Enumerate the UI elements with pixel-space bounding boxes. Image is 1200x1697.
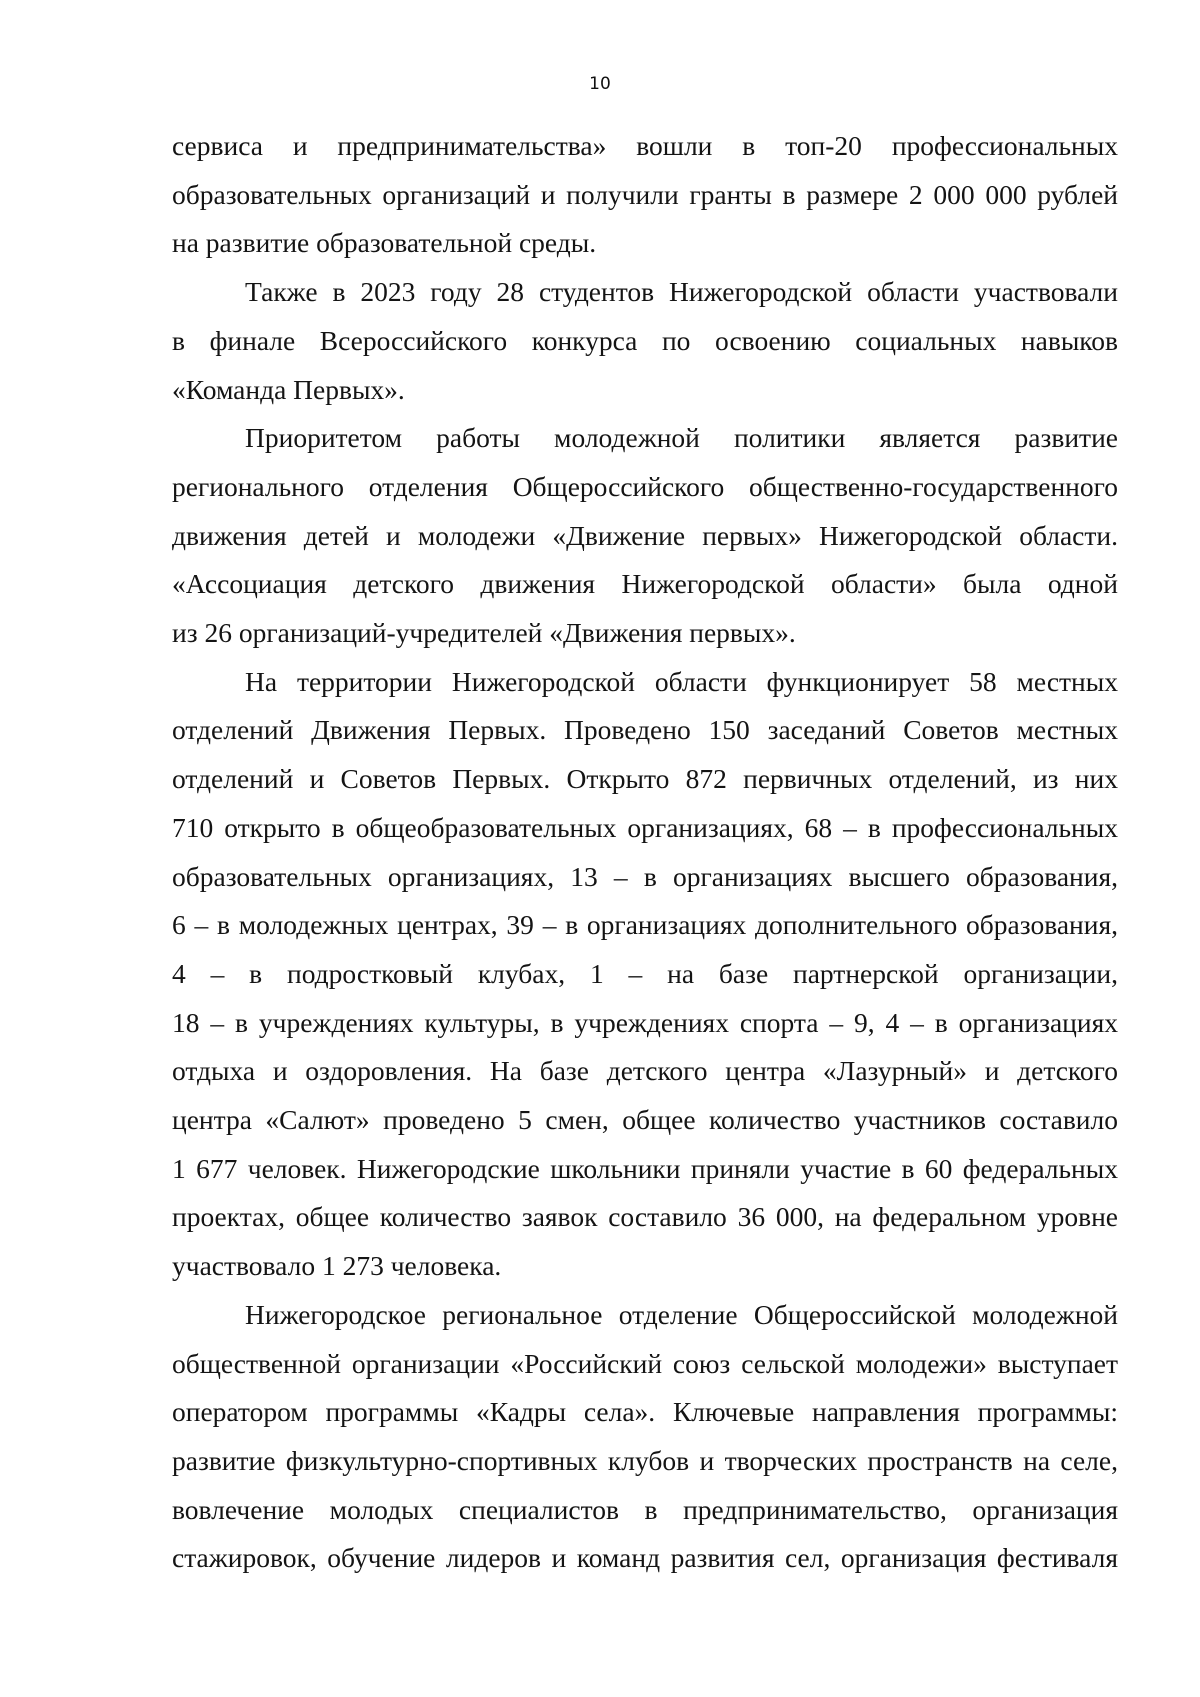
text-line: «Ассоциация детского движения Нижегородской области» была одной (172, 568, 1118, 600)
text-line: Приоритетом работы молодежной политики является развитие (245, 422, 1118, 454)
text-line: проектах, общее количество заявок составило 36 000, на федеральном уровне (172, 1201, 1118, 1233)
text-line: 4 – в подростковый клубах, 1 – на базе партнерской организации, (172, 957, 1118, 989)
text-line: образовательных организаций и получили гранты в размере 2 000 000 рублей (172, 178, 1118, 210)
text-line: 6 – в молодежных центрах, 39 – в организациях дополнительного образования, (172, 909, 1118, 941)
text-line: отдыха и оздоровления. На базе детского центра «Лазурный» и детского (172, 1055, 1118, 1087)
paragraph (172, 122, 1118, 268)
text-line: 1 677 человек. Нижегородские школьники приняли участие в 60 федеральных (172, 1152, 1118, 1184)
text-line: Также в 2023 году 28 студентов Нижегородской области участвовали (245, 276, 1118, 308)
text-line: в финале Всероссийского конкурса по освоению социальных навыков (172, 324, 1118, 356)
text-line: образовательных организациях, 13 – в организациях высшего образования, (172, 860, 1118, 892)
text-line: оператором программы «Кадры села». Ключевые направления программы: (172, 1396, 1118, 1428)
text-line: сервиса и предпринимательства» вошли в топ-20 профессиональных (172, 130, 1118, 161)
text-line: отделений Движения Первых. Проведено 150 заседаний Советов местных (172, 714, 1118, 746)
text-line: участвовало 1 273 человека. (172, 1250, 502, 1282)
text-line: стажировок, обучение лидеров и команд развития сел, организация фестиваля (172, 1542, 1118, 1574)
text-line: вовлечение молодых специалистов в предпринимательство, организация (172, 1493, 1118, 1525)
text-line: На территории Нижегородской области функционирует 58 местных (245, 665, 1118, 697)
text-line: из 26 организаций-учредителей «Движения первых». (172, 617, 796, 649)
text-line: на развитие образовательной среды. (172, 227, 597, 259)
text-line: общественной организации «Российский союз сельской молодежи» выступает (172, 1347, 1118, 1379)
text-line: движения детей и молодежи «Движение первых» Нижегородской области. (172, 519, 1118, 551)
document-body (172, 122, 1118, 1583)
paragraph (172, 1291, 1118, 1583)
text-line: 710 открыто в общеобразовательных организациях, 68 – в профессиональных (172, 811, 1118, 843)
paragraph (172, 658, 1118, 1291)
text-line: 18 – в учреждениях культуры, в учреждениях спорта – 9, 4 – в организациях (172, 1006, 1118, 1038)
text-line: центра «Салют» проведено 5 смен, общее количество участников составило (172, 1104, 1118, 1136)
text-line: регионального отделения Общероссийского общественно-государственного (172, 470, 1118, 502)
text-line: Нижегородское региональное отделение Общероссийской молодежной (245, 1298, 1118, 1330)
paragraph (172, 268, 1118, 414)
text-line: отделений и Советов Первых. Открыто 872 первичных отделений, из них (172, 763, 1118, 795)
text-line: развитие физкультурно-спортивных клубов и творческих пространств на селе, (172, 1444, 1118, 1476)
paragraph (172, 414, 1118, 658)
page-number: 10 (589, 74, 611, 94)
text-line: «Команда Первых». (172, 373, 405, 405)
